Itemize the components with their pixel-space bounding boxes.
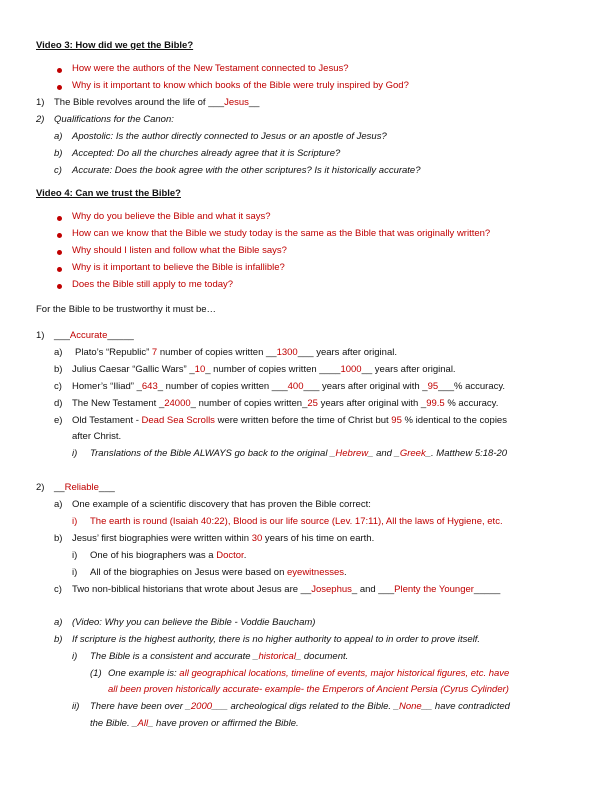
video4-question-4: Why is it important to believe the Bible is infallible? <box>72 262 285 273</box>
bullet-icon <box>57 216 62 221</box>
video3-item-1-number: 1) <box>36 97 45 108</box>
answer-reliable: Reliable <box>64 482 99 493</box>
accurate-number: 1) <box>36 330 45 341</box>
video5-authority: If scripture is the highest authority, there is no higher authority to appeal to in order to prove itself. <box>72 634 481 645</box>
bullet-icon <box>57 284 62 289</box>
video5-example-continued: all been proven historically accurate- example- the Emperors of Ancient Persia (Cyrus Cylinder) <box>108 684 509 695</box>
reliable-scientific-examples: The earth is round (Isaiah 40:22), Blood is our life source (Lev. 17:11), All the laws of Hygiene, etc. <box>90 516 503 527</box>
accurate-sub-number: c) <box>54 381 62 392</box>
reliable-eyewitnesses: All of the biographies on Jesus were based on eyewitnesses. <box>90 567 347 578</box>
reliable-heading: __Reliable___ <box>54 482 115 493</box>
canon-sub-number: b) <box>54 148 63 159</box>
bullet-icon <box>57 250 62 255</box>
reliable-sub-sub-number: i) <box>72 567 78 578</box>
canon-apostolic: Apostolic: Is the author directly connected to Jesus or an apostle of Jesus? <box>72 131 387 142</box>
answer-jesus: Jesus <box>224 97 249 108</box>
reliable-scientific: One example of a scientific discovery that has proven the Bible correct: <box>72 499 371 510</box>
video5-sub-number: b) <box>54 634 63 645</box>
bullet-icon <box>57 233 62 238</box>
accurate-sub-number: b) <box>54 364 63 375</box>
video5-archeology: There have been over _2000___ archeological digs related to the Bible. _None__ have contradicted <box>90 701 510 712</box>
trustworthy-intro: For the Bible to be trustworthy it must be… <box>36 304 217 315</box>
video5-sub-number: a) <box>54 617 63 628</box>
accurate-plato: Plato’s “Republic” 7 number of copies written __1300___ years after original. <box>75 347 397 358</box>
accurate-sub-number: e) <box>54 415 63 426</box>
reliable-sub-number: a) <box>54 499 63 510</box>
accurate-homer: Homer’s “Iliad” _643_ number of copies written ___400___ years after original with _95___% accuracy. <box>72 381 506 392</box>
video5-example-number: (1) <box>90 668 102 679</box>
answer-accurate: Accurate <box>69 330 108 341</box>
accurate-caesar: Julius Caesar “Gallic Wars” _10_ number of copies written ____1000__ years after original. <box>72 364 456 375</box>
reliable-historians: Two non-biblical historians that wrote about Jesus are __Josephus_ and ___Plenty the Younger_____ <box>72 584 501 595</box>
video5-title: (Video: Why you can believe the Bible - Voddie Baucham) <box>72 617 316 628</box>
video3-question-1: How were the authors of the New Testament connected to Jesus? <box>72 63 349 74</box>
accurate-sub-sub-number: i) <box>72 448 78 459</box>
video5-historical: The Bible is a consistent and accurate _historical_ document. <box>90 651 349 662</box>
video4-heading: Video 4: Can we trust the Bible? <box>36 188 181 199</box>
canon-accurate: Accurate: Does the book agree with the other scriptures? Is it historically accurate? <box>72 165 421 176</box>
bullet-icon <box>57 85 62 90</box>
video3-question-2: Why is it important to know which books of the Bible were truly inspired by God? <box>72 80 409 91</box>
accurate-translations: Translations of the Bible ALWAYS go back to the original _Hebrew_ and _Greek_. Matthew 5:18-20 <box>90 448 508 459</box>
video3-item-2-number: 2) <box>36 114 45 125</box>
video4-question-3: Why should I listen and follow what the Bible says? <box>72 245 287 256</box>
video4-question-5: Does the Bible still apply to me today? <box>72 279 234 290</box>
reliable-sub-number: c) <box>54 584 62 595</box>
reliable-sub-number: b) <box>54 533 63 544</box>
canon-sub-number: a) <box>54 131 63 142</box>
reliable-sub-sub-number: i) <box>72 516 78 527</box>
canon-accepted: Accepted: Do all the churches already agree that it is Scripture? <box>72 148 341 159</box>
accurate-heading: ___Accurate_____ <box>54 330 134 341</box>
video3-item-1: The Bible revolves around the life of ___Jesus__ <box>54 97 260 108</box>
accurate-old-testament-continued: after Christ. <box>72 431 122 442</box>
video5-archeology-continued: the Bible. _All_ have proven or affirmed the Bible. <box>90 718 299 729</box>
accurate-new-testament: The New Testament _24000_ number of copies written_25 years after original with _99.5 % accuracy. <box>72 398 499 409</box>
reliable-biographies: Jesus’ first biographies were written within 30 years of his time on earth. <box>72 533 375 544</box>
video4-question-1: Why do you believe the Bible and what it says? <box>72 211 271 222</box>
video4-question-2: How can we know that the Bible we study today is the same as the Bible that was originally written? <box>72 228 491 239</box>
video3-heading: Video 3: How did we get the Bible? <box>36 40 194 51</box>
accurate-sub-number: a) <box>54 347 63 358</box>
reliable-number: 2) <box>36 482 45 493</box>
canon-sub-number: c) <box>54 165 62 176</box>
reliable-sub-sub-number: i) <box>72 550 78 561</box>
accurate-sub-number: d) <box>54 398 63 409</box>
bullet-icon <box>57 68 62 73</box>
accurate-old-testament: Old Testament - Dead Sea Scrolls were written before the time of Christ but 95 % identical to the copies <box>72 415 507 426</box>
video5-sub-sub-number: ii) <box>72 701 80 712</box>
video3-item-2: Qualifications for the Canon: <box>54 114 174 125</box>
reliable-biographer-doctor: One of his biographers was a Doctor. <box>90 550 247 561</box>
video5-example: One example is: all geographical locations, timeline of events, major historical figures, etc. have <box>108 668 510 679</box>
bullet-icon <box>57 267 62 272</box>
video5-sub-sub-number: i) <box>72 651 78 662</box>
